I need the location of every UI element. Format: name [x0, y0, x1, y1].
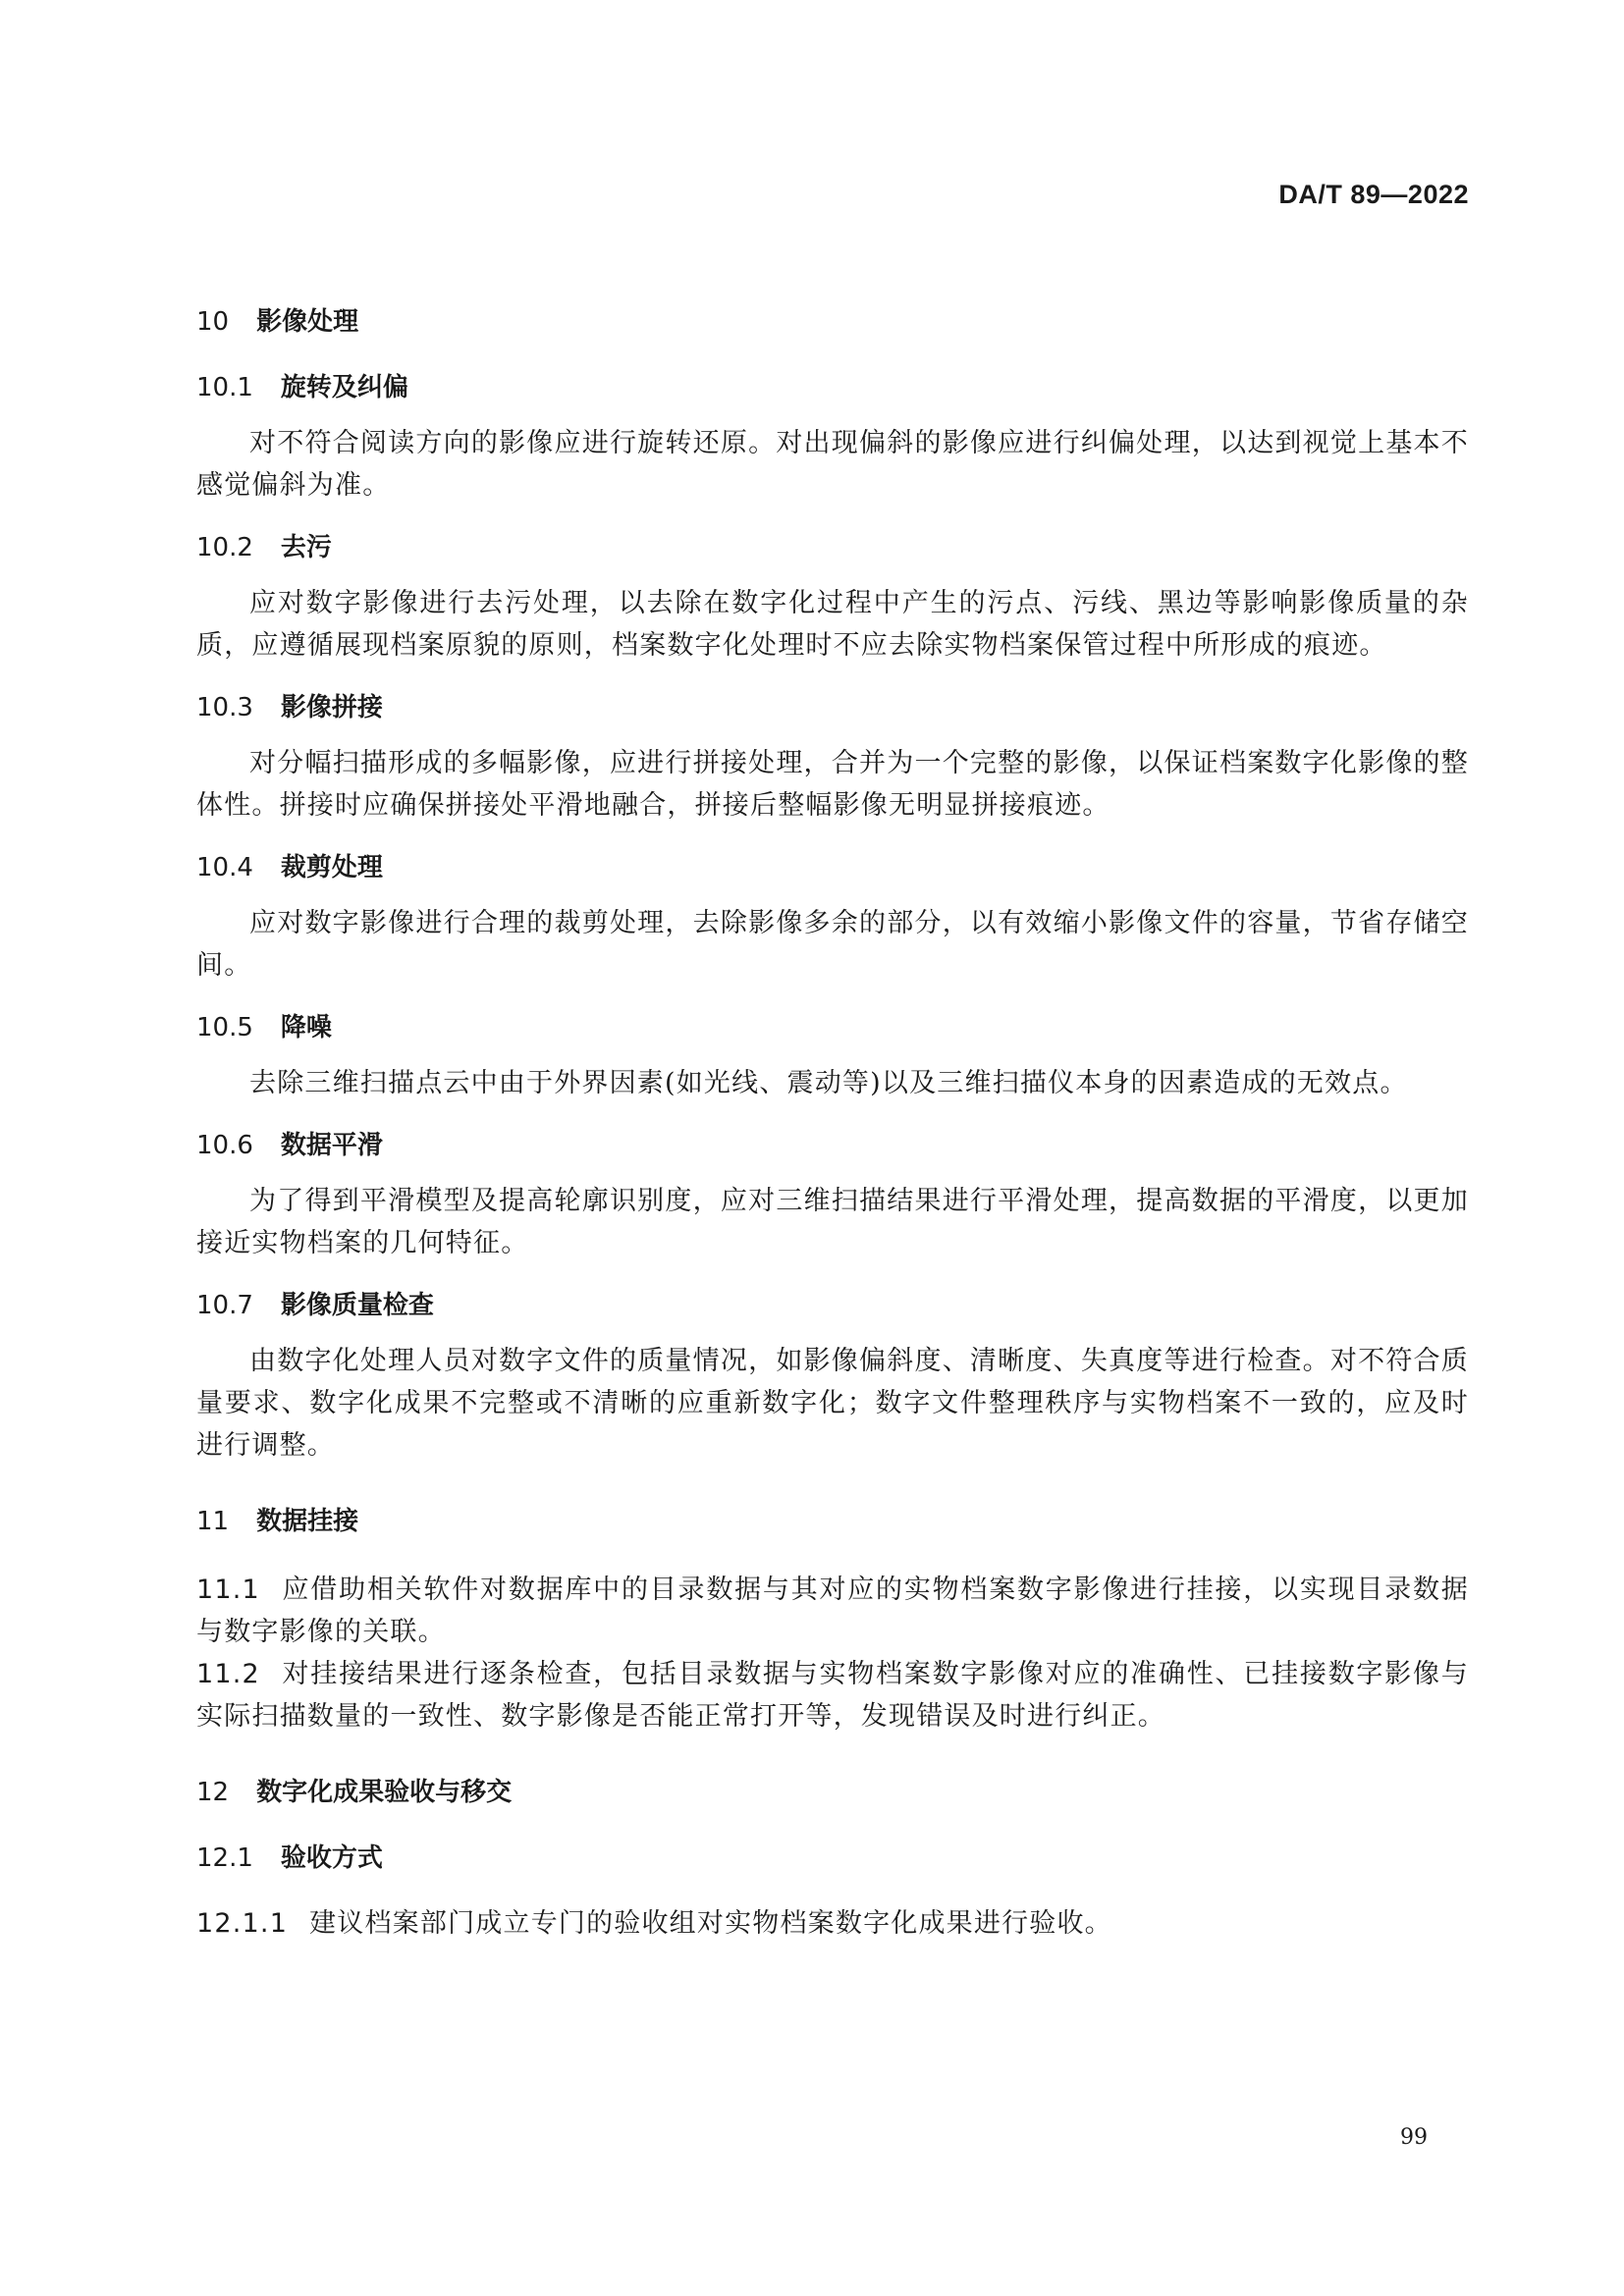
subsection-heading-10-1 [196, 368, 1469, 407]
subsection-number: 10.1 [196, 373, 253, 402]
subsection-number: 10.3 [196, 693, 253, 722]
clause-number: 11.2 [196, 1659, 260, 1689]
subsection-title: 降噪 [280, 1013, 332, 1042]
subsection-title: 影像拼接 [280, 693, 383, 722]
section-title: 数据挂接 [256, 1507, 359, 1536]
clause-11-2 [196, 1653, 1469, 1737]
clause-text: 对挂接结果进行逐条检查，包括目录数据与实物档案数字影像对应的准确性、已挂接数字影像与实际扫描数量的一致性、数字影像是否能正常打开等，发现错误及时进行纠正。 [196, 1659, 1469, 1732]
clause-number: 11.1 [196, 1575, 260, 1605]
page-number: 99 [1400, 2125, 1428, 2150]
subsection-title: 数据平滑 [280, 1131, 383, 1160]
section-heading-11 [196, 1502, 1469, 1541]
subsection-title: 影像质量检查 [280, 1291, 434, 1320]
clause-11-1 [196, 1569, 1469, 1653]
subsection-heading-10-2 [196, 528, 1469, 567]
subsection-title: 裁剪处理 [280, 853, 383, 882]
section-number: 10 [196, 307, 230, 337]
paragraph-10-2: 应对数字影像进行去污处理，以去除在数字化过程中产生的污点、污线、黑边等影响影像质量的杂质，应遵循展现档案原貌的原则，档案数字化处理时不应去除实物档案保管过程中所形成的痕迹。 [196, 588, 1469, 661]
clause-text: 建议档案部门成立专门的验收组对实物档案数字化成果进行验收。 [309, 1908, 1112, 1939]
section-heading-10 [196, 302, 1469, 342]
section-title: 影像处理 [256, 307, 359, 337]
subsection-title: 验收方式 [280, 1843, 383, 1873]
subsection-heading-10-3 [196, 688, 1469, 727]
clause-number: 12.1.1 [196, 1908, 289, 1939]
subsection-heading-10-7 [196, 1286, 1469, 1325]
subsection-title: 旋转及纠偏 [280, 373, 408, 402]
section-number: 12 [196, 1778, 230, 1807]
subsection-number: 10.4 [196, 853, 253, 882]
subsection-number: 10.5 [196, 1013, 253, 1042]
subsection-heading-12-1 [196, 1839, 1469, 1878]
subsection-heading-10-4 [196, 848, 1469, 887]
subsection-title: 去污 [280, 533, 332, 562]
clause-text: 应借助相关软件对数据库中的目录数据与其对应的实物档案数字影像进行挂接，以实现目录数据与数字影像的关联。 [196, 1575, 1469, 1647]
section-heading-12 [196, 1773, 1469, 1812]
paragraph-10-3: 对分幅扫描形成的多幅影像，应进行拼接处理，合并为一个完整的影像，以保证档案数字化影像的整体性。拼接时应确保拼接处平滑地融合，拼接后整幅影像无明显拼接痕迹。 [196, 748, 1469, 821]
subsection-number: 12.1 [196, 1843, 253, 1873]
clause-12-1-1 [196, 1902, 1469, 1945]
paragraph-10-4: 应对数字影像进行合理的裁剪处理，去除影像多余的部分，以有效缩小影像文件的容量，节省存储空间。 [196, 908, 1469, 981]
subsection-number: 10.2 [196, 533, 253, 562]
page-content [196, 302, 1469, 1945]
subsection-number: 10.6 [196, 1131, 253, 1160]
paragraph-10-6: 为了得到平滑模型及提高轮廓识别度，应对三维扫描结果进行平滑处理，提高数据的平滑度，以更加接近实物档案的几何特征。 [196, 1186, 1469, 1258]
paragraph-10-1: 对不符合阅读方向的影像应进行旋转还原。对出现偏斜的影像应进行纠偏处理，以达到视觉上基本不感觉偏斜为准。 [196, 428, 1469, 501]
subsection-number: 10.7 [196, 1291, 253, 1320]
section-number: 11 [196, 1507, 230, 1536]
subsection-heading-10-5 [196, 1008, 1469, 1047]
paragraph-10-7: 由数字化处理人员对数字文件的质量情况，如影像偏斜度、清晰度、失真度等进行检查。对不符合质量要求、数字化成果不完整或不清晰的应重新数字化；数字文件整理秩序与实物档案不一致的，应及时进行调整。 [196, 1346, 1469, 1461]
section-title: 数字化成果验收与移交 [256, 1778, 513, 1807]
paragraph-10-5: 去除三维扫描点云中由于外界因素(如光线、震动等)以及三维扫描仪本身的因素造成的无效点。 [249, 1068, 1408, 1098]
document-code: DA/T 89—2022 [1278, 180, 1469, 209]
subsection-heading-10-6 [196, 1126, 1469, 1165]
